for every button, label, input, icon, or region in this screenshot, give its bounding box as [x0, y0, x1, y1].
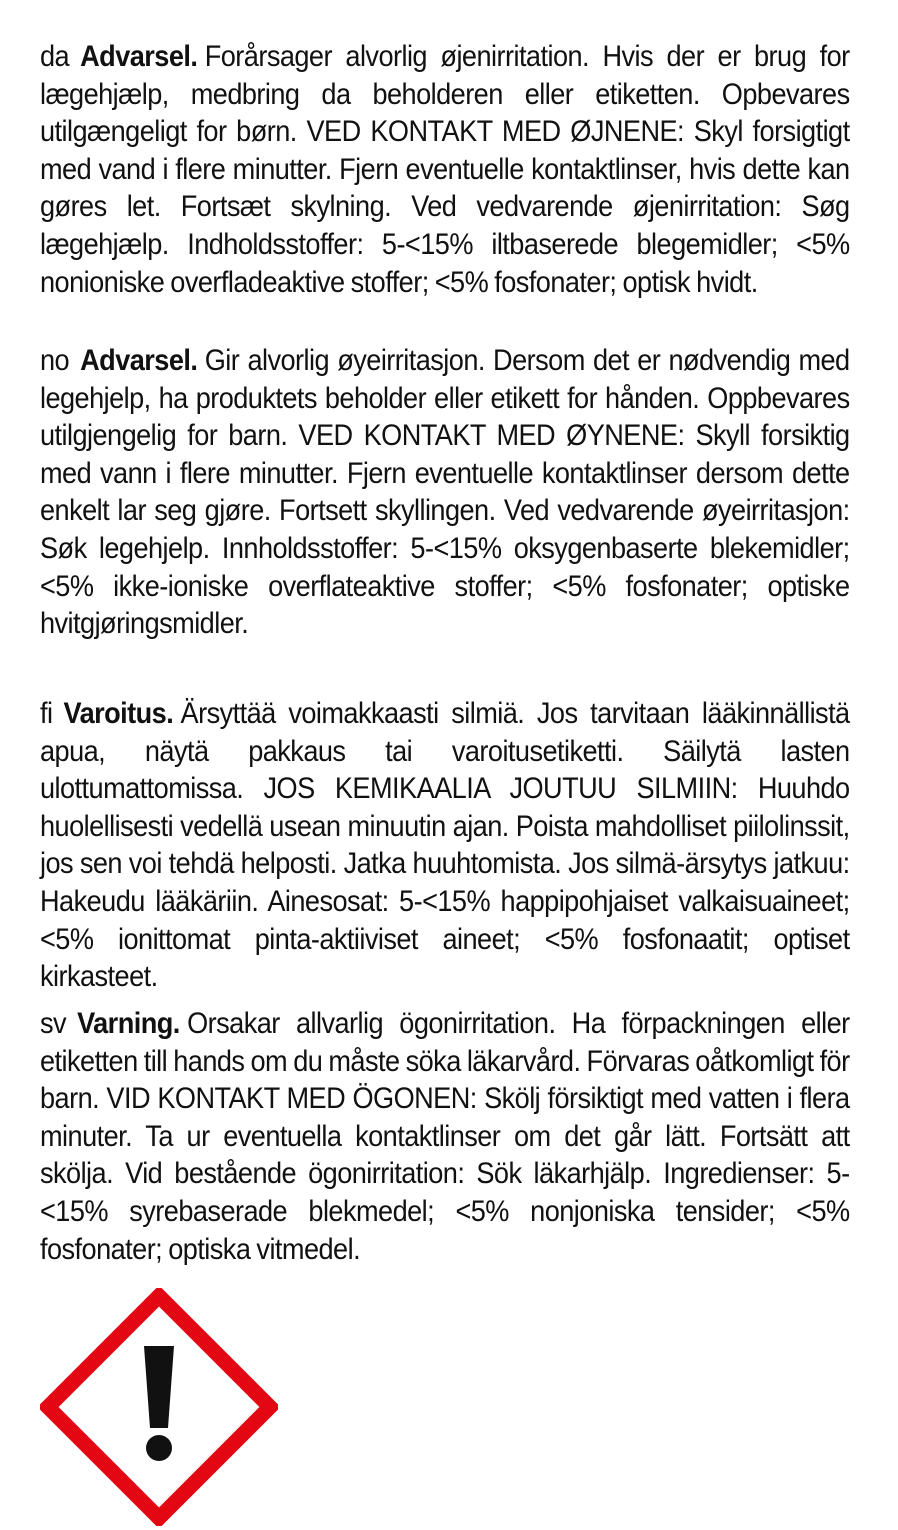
warning-heading-no: Advarsel.	[80, 344, 198, 377]
language-code-sv: sv	[40, 1007, 67, 1040]
warning-heading-fi: Varoitus.	[63, 697, 174, 730]
section-da	[40, 38, 850, 342]
language-code-no: no	[40, 344, 70, 377]
warning-text-fi: Ärsyttää voimakkaasti silmiä. Jos tarvitaan lääkinnällistä apua, näytä pakkaus tai varoitusetiketti. Säilytä lasten ulottumattomissa. JOS KEMIKAALIA JOUTUU SILMIIN: Huuhdo huolellisesti vedellä usean minuutin ajan. Poista mahdolliset piilolinssit, jos sen voi tehdä helposti. Jatka huuhtomista. Jos silmä-ärsytys jatkuu: Hakeudu lääkäriin. Ainesosat: 5-<15% happipohjaiset valkaisuaineet; <5% ionittomat pinta-aktiiviset aineet; <5% fosfonaatit; optiset kirkasteet.	[40, 697, 850, 994]
warning-text-no: Gir alvorlig øyeirritasjon. Dersom det er nødvendig med legehjelp, ha produktets beholder eller etikett for hånden. Oppbevares utilgjengelig for barn. VED KONTAKT MED ØYNENE: Skyll forsiktig med vann i flere minutter. Fjern eventuelle kontaktlinser dersom dette enkelt lar seg gjøre. Fortsett skyllingen. Ved vedvarende øyeirritasjon: Søk legehjelp. Innholdsstoffer: 5-<15% oksygenbaserte blekemidler; <5% ikke-ioniske overflateaktive stoffer; <5% fosfonater; optiske hvitgjøringsmidler.	[40, 344, 850, 641]
language-code-da: da	[40, 40, 70, 73]
section-no	[40, 342, 850, 695]
ghs-exclamation-pictogram	[40, 1288, 278, 1526]
section-sv	[40, 1005, 850, 1265]
warning-heading-da: Advarsel.	[80, 40, 198, 73]
section-fi	[40, 695, 850, 1005]
warning-text-da: Forårsager alvorlig øjenirritation. Hvis der er brug for lægehjælp, medbring da beholderen eller etiketten. Opbevares utilgængeligt for børn. VED KONTAKT MED ØJNENE: Skyl forsigtigt med vand i flere minutter. Fjern eventuelle kontaktlinser, hvis dette kan gøres let. Fortsæt skylning. Ved vedvarende øjenirritation: Søg lægehjælp. Indholdsstoffer: 5-<15% iltbaserede blegemidler; <5% nonioniske overfladeaktive stoffer; <5% fosfonater; optisk hvidt.	[40, 40, 850, 299]
label-text-block	[40, 38, 850, 1265]
warning-text-sv: Orsakar allvarlig ögonirritation. Ha förpackningen eller etiketten till hands om du måste söka läkarvård. Förvaras oåtkomligt för barn. VID KONTAKT MED ÖGONEN: Skölj försiktigt med vatten i flera minuter. Ta ur eventuella kontaktlinser om det går lätt. Fortsätt att skölja. Vid bestående ögonirritation: Sök läkarhjälp. Ingredienser: 5-<15% syrebaserade blekmedel; <5% nonjoniska tensider; <5% fosfonater; optiska vitmedel.	[40, 1007, 850, 1266]
language-code-fi: fi	[40, 697, 53, 730]
warning-heading-sv: Varning.	[77, 1007, 180, 1040]
exclamation-mark-icon	[144, 1346, 174, 1461]
